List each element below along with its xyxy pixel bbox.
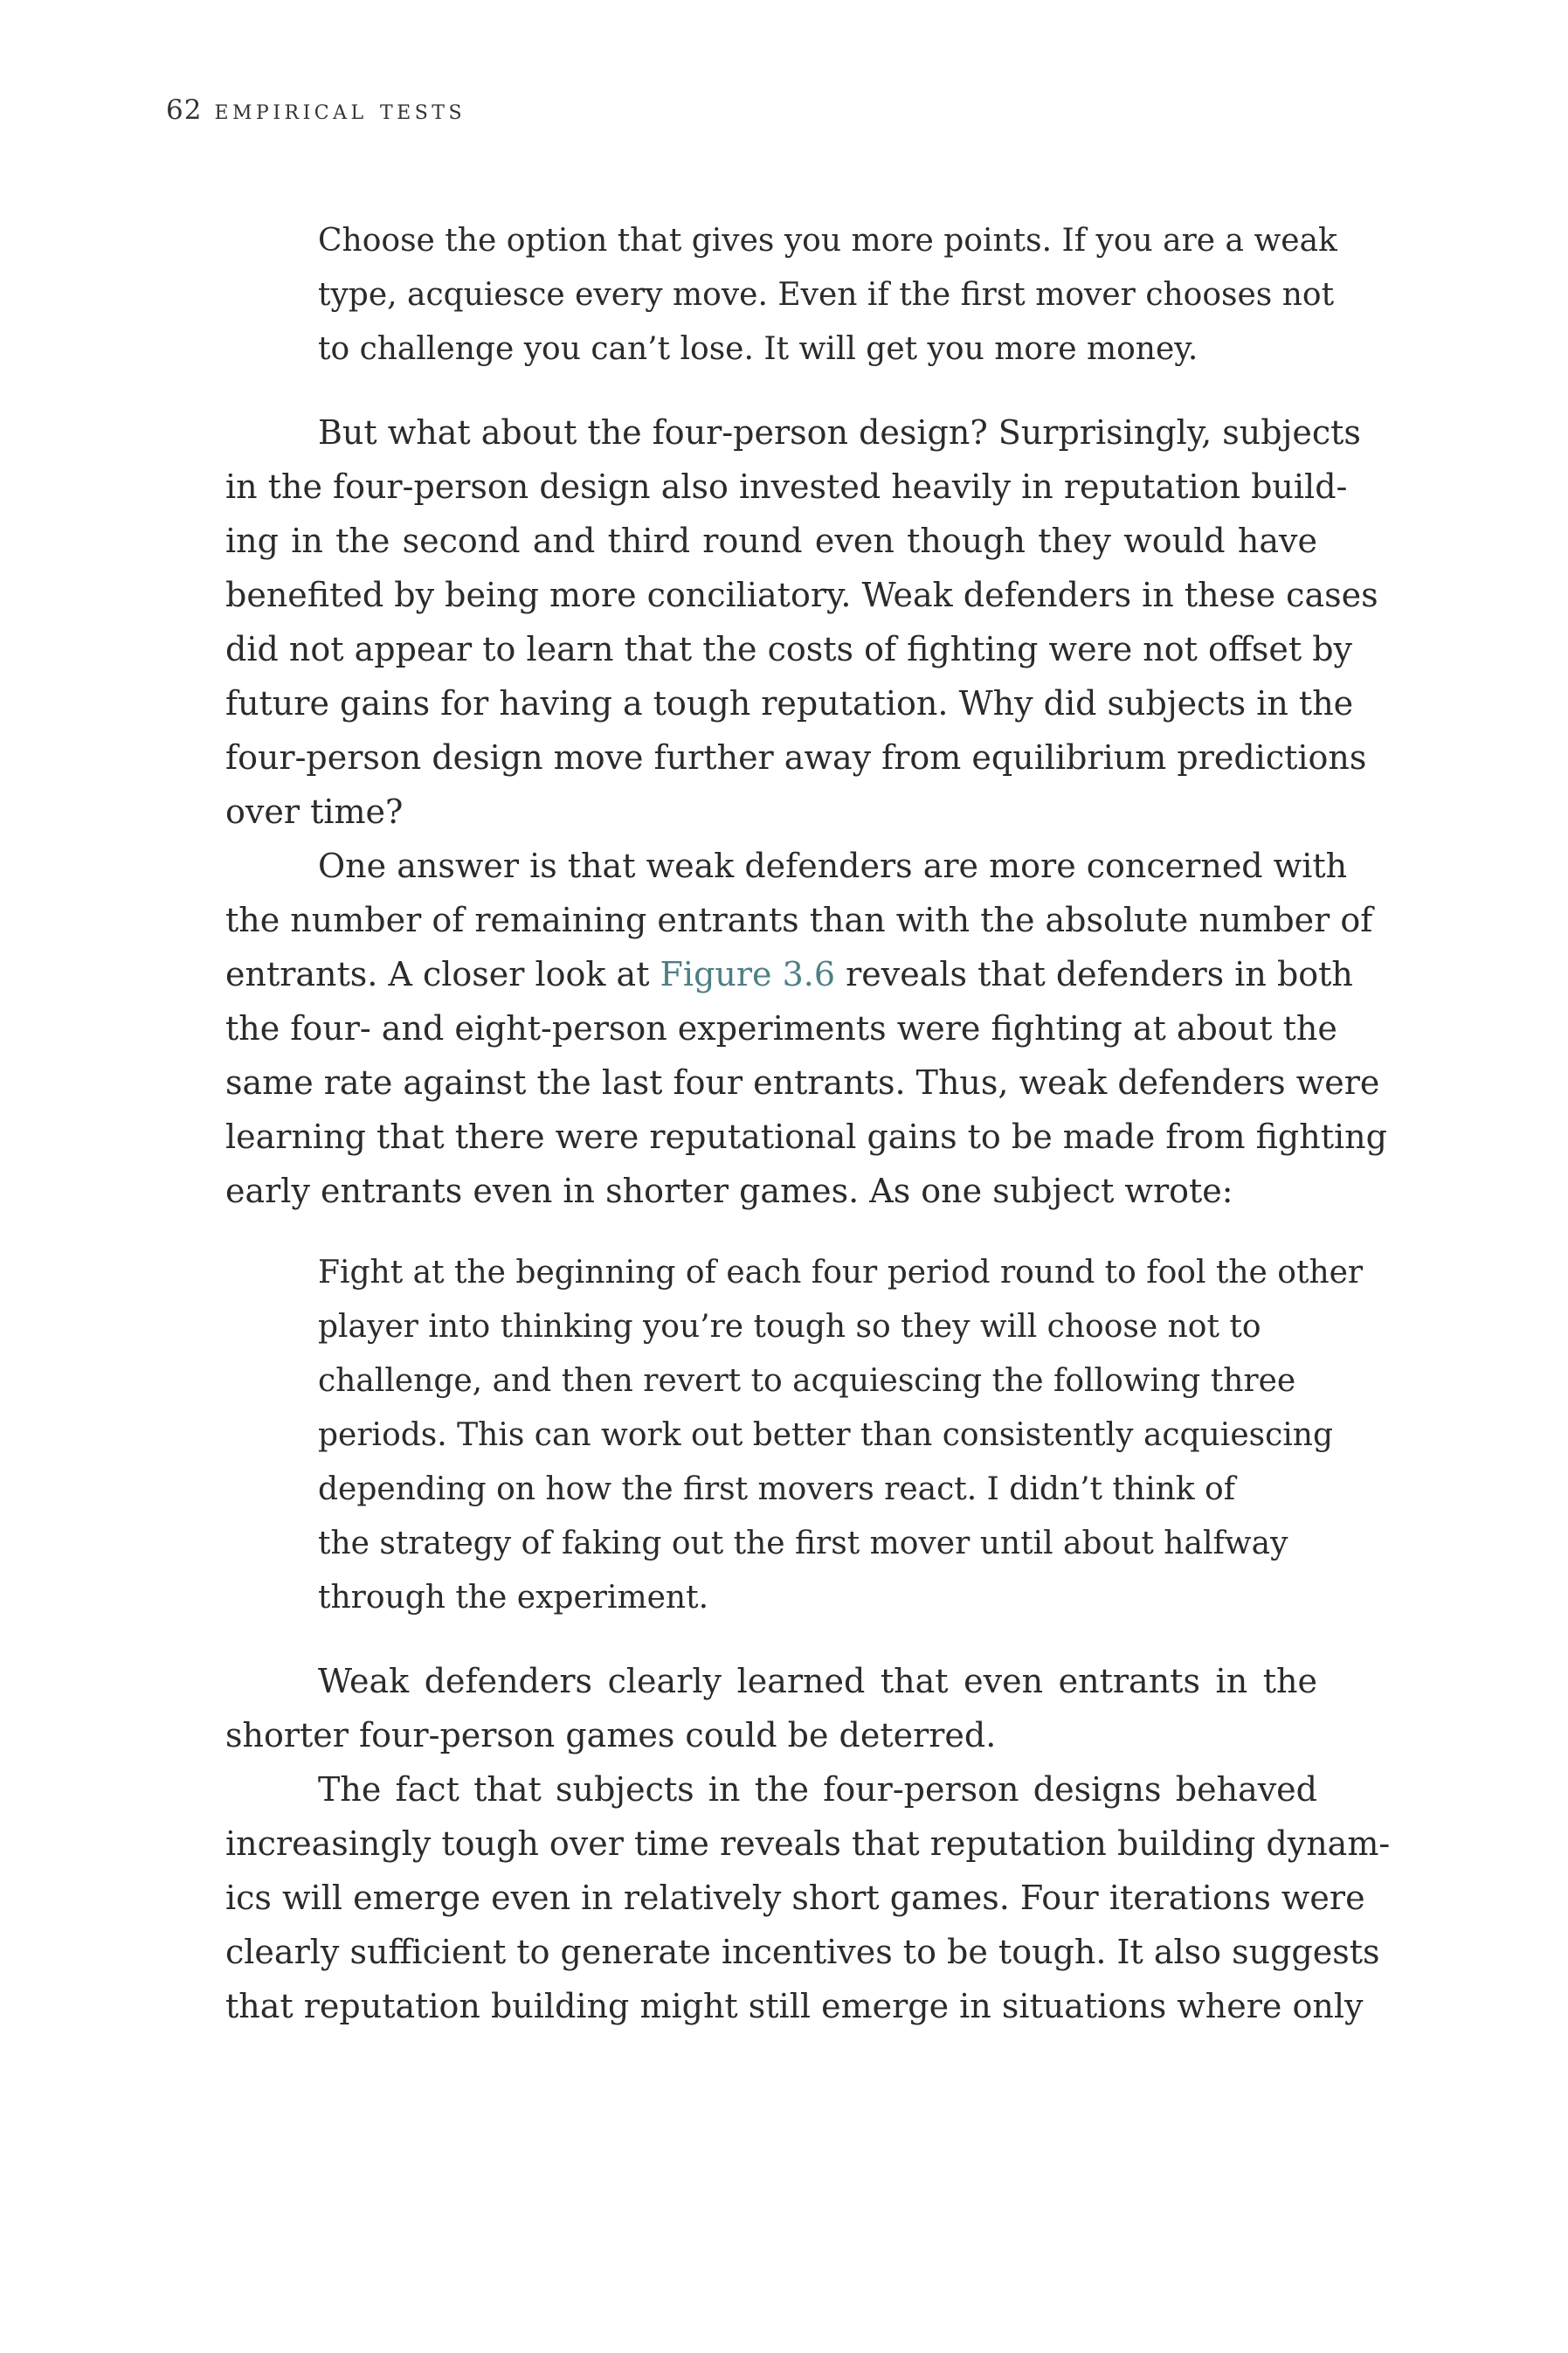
paragraph-line: clearly sufficient to generate incentives to be tough. It also suggests (225, 1933, 1380, 1971)
page-number: 62 (166, 94, 203, 126)
quote-line: challenge, and then revert to acquiescing the following three (318, 1363, 1296, 1399)
paragraph-line: One answer is that weak defenders are more concerned with (318, 847, 1348, 885)
quote-line: periods. This can work out better than consistently acquiescing (318, 1417, 1334, 1453)
paragraph-line: ics will emerge even in relatively short games. Four iterations were (225, 1879, 1365, 1917)
paragraph-line: But what about the four-person design? Surprisingly, subjects (318, 413, 1361, 452)
quote-line: type, acquiesce every move. Even if the first mover chooses not (318, 277, 1335, 313)
paragraph-line: future gains for having a tough reputation. Why did subjects in the (225, 684, 1354, 723)
quote-line: depending on how the first movers react. I didn’t think of (318, 1471, 1236, 1507)
paragraph-line: did not appear to learn that the costs of fighting were not offset by (225, 630, 1353, 668)
paragraph-line: over time? (225, 792, 404, 831)
quote-line: the strategy of faking out the first mover until about halfway (318, 1526, 1288, 1561)
quote-line: to challenge you can’t lose. It will get you more money. (318, 331, 1198, 367)
paragraph-line: shorter four-person games could be deterred. (225, 1716, 997, 1754)
quote-line: player into thinking you’re tough so they will choose not to (318, 1309, 1261, 1345)
paragraph-line: learning that there were reputational gains to be made from fighting (225, 1118, 1387, 1156)
figure-reference-link[interactable]: Figure 3.6 (660, 955, 836, 993)
paragraph-line: ing in the second and third round even though they would have (225, 522, 1317, 560)
quote-line: Choose the option that gives you more points. If you are a weak (318, 223, 1337, 259)
running-title: empirical tests (214, 94, 466, 126)
paragraph-text: reveals that defenders in both (835, 955, 1353, 993)
paragraph-line: same rate against the last four entrants. Thus, weak defenders were (225, 1063, 1380, 1102)
paragraph-line: early entrants even in shorter games. As one subject wrote: (225, 1172, 1233, 1210)
paragraph-text: entrants. A closer look at (225, 955, 660, 993)
paragraph-line: benefited by being more conciliatory. Weak defenders in these cases (225, 576, 1378, 614)
paragraph-line: that reputation building might still emerge in situations where only (225, 1987, 1364, 2025)
paragraph-line: the four- and eight-person experiments were fighting at about the (225, 1009, 1337, 1048)
paragraph-line: The fact that subjects in the four-person designs behaved (318, 1770, 1317, 1809)
running-head (166, 90, 466, 130)
paragraph-line (225, 947, 1353, 1001)
paragraph-line: Weak defenders clearly learned that even entrants in the (318, 1662, 1317, 1700)
paragraph-line: increasingly tough over time reveals that reputation building dynam- (225, 1824, 1391, 1863)
paragraph-line: four-person design move further away from equilibrium predictions (225, 738, 1367, 777)
quote-line: through the experiment. (318, 1580, 709, 1616)
paragraph-line: in the four-person design also invested heavily in reputation build- (225, 467, 1348, 506)
paragraph-line: the number of remaining entrants than with the absolute number of (225, 901, 1373, 939)
quote-line: Fight at the beginning of each four period round to fool the other (318, 1255, 1364, 1291)
